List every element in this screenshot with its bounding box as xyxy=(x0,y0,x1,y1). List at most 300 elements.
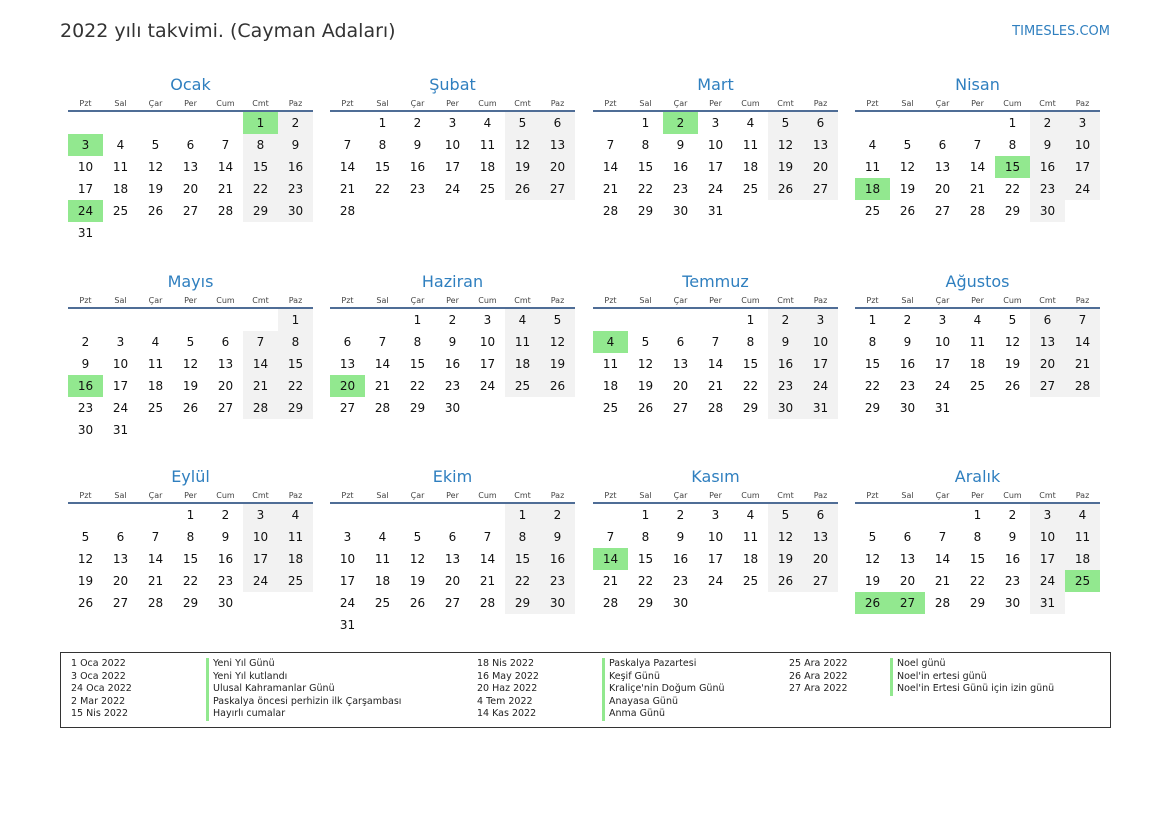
day-cell: 9 xyxy=(413,138,422,152)
day-cell: 25 xyxy=(742,182,759,196)
blank-cell xyxy=(855,504,890,526)
day-cell: 3 xyxy=(711,508,720,522)
day-cell: 19 xyxy=(182,379,199,393)
day-cell: 30 xyxy=(899,401,916,415)
day-cell: 16 xyxy=(444,357,461,371)
day-cell: 1 xyxy=(1008,116,1017,130)
weekday-label: Sal xyxy=(376,296,389,305)
legend-names xyxy=(602,658,725,721)
day-cell: 16 xyxy=(278,156,313,178)
weekday-label: Pzt xyxy=(79,296,92,305)
blank-cell xyxy=(855,112,890,134)
day-cell: 15 xyxy=(637,552,654,566)
page-title: 2022 yılı takvimi. (Cayman Adaları) xyxy=(60,20,396,42)
holiday-date: 18 Nis 2022 xyxy=(477,658,534,669)
day-cell: 23 xyxy=(1004,574,1021,588)
blank-cell xyxy=(698,309,733,331)
holiday-date: 15 Nis 2022 xyxy=(71,708,128,720)
day-cell: 29 xyxy=(742,401,759,415)
day-cell: 21 xyxy=(339,182,356,196)
day-cell: 28 xyxy=(217,204,234,218)
day-grid xyxy=(330,504,575,636)
day-cell: 11 xyxy=(969,335,986,349)
day-cell: 9 xyxy=(1008,530,1017,544)
weekday-label: Cmt xyxy=(252,296,269,305)
legend-dates xyxy=(71,658,132,721)
day-cell: 30 xyxy=(77,423,94,437)
day-cell: 13 xyxy=(112,552,129,566)
month-name: Kasım xyxy=(691,467,740,486)
day-cell: 5 xyxy=(768,112,803,134)
day-cell: 10 xyxy=(112,357,129,371)
day-cell: 5 xyxy=(505,112,540,134)
weekday-label: Paz xyxy=(1075,99,1090,108)
day-cell: 20 xyxy=(803,156,838,178)
day-grid xyxy=(68,309,313,441)
day-cell: 20 xyxy=(672,379,689,393)
blank-cell xyxy=(663,309,698,331)
day-cell: 13 xyxy=(803,134,838,156)
day-cell: 8 xyxy=(868,335,877,349)
day-cell: 15 xyxy=(409,357,426,371)
day-cell: 6 xyxy=(938,138,947,152)
day-cell: 25 xyxy=(112,204,129,218)
day-grid xyxy=(855,504,1100,614)
day-cell: 21 xyxy=(707,379,724,393)
day-cell: 21 xyxy=(374,379,391,393)
day-grid xyxy=(593,504,838,614)
day-cell: 2 xyxy=(278,112,313,134)
day-cell: 13 xyxy=(899,552,916,566)
weekday-label: Cum xyxy=(1003,99,1022,108)
day-cell: 28 xyxy=(479,596,496,610)
blank-cell xyxy=(593,309,628,331)
day-cell: 26 xyxy=(77,596,94,610)
day-cell: 27 xyxy=(444,596,461,610)
day-cell: 5 xyxy=(768,504,803,526)
day-cell: 11 xyxy=(742,138,759,152)
weekday-label: Çar xyxy=(148,296,163,305)
holiday-date: 2 Mar 2022 xyxy=(71,695,126,707)
day-cell: 26 xyxy=(637,401,654,415)
day-cell: 22 xyxy=(374,182,391,196)
month-name: Ocak xyxy=(170,75,211,94)
day-cell: 22 xyxy=(182,574,199,588)
day-cell: 14 xyxy=(339,160,356,174)
day-cell: 1 xyxy=(186,508,195,522)
day-cell: 10 xyxy=(243,526,278,548)
day-cell: 15 xyxy=(637,160,654,174)
day-cell: 3 xyxy=(448,116,457,130)
holiday-name: Paskalya öncesi perhizin ilk Çarşambası xyxy=(206,696,401,709)
blank-cell xyxy=(103,504,138,526)
day-cell: 7 xyxy=(606,138,615,152)
day-cell: 6 xyxy=(1030,309,1065,331)
day-cell: 22 xyxy=(864,379,881,393)
weekday-label: Per xyxy=(971,99,984,108)
day-cell: 25 xyxy=(374,596,391,610)
day-cell: 17 xyxy=(112,379,129,393)
day-cell: 15 xyxy=(182,552,199,566)
weekday-label: Paz xyxy=(288,491,303,500)
day-cell: 31 xyxy=(1030,592,1065,614)
weekday-label: Per xyxy=(971,491,984,500)
day-cell: 14 xyxy=(934,552,951,566)
month-calendar xyxy=(330,466,575,636)
day-cell: 26 xyxy=(182,401,199,415)
day-cell: 24 xyxy=(444,182,461,196)
day-cell: 17 xyxy=(1030,548,1065,570)
day-cell: 18 xyxy=(479,160,496,174)
weekday-label: Sal xyxy=(639,296,652,305)
month-calendar xyxy=(855,466,1100,614)
day-grid xyxy=(855,309,1100,419)
day-cell: 28 xyxy=(602,204,619,218)
weekday-label: Cum xyxy=(1003,296,1022,305)
holiday-day-cell: 24 xyxy=(68,200,103,222)
day-cell: 6 xyxy=(676,335,685,349)
calendar-grid xyxy=(68,74,1103,644)
weekday-header xyxy=(593,295,838,309)
day-cell: 2 xyxy=(540,504,575,526)
holiday-date: 24 Oca 2022 xyxy=(71,683,132,695)
day-cell: 24 xyxy=(803,375,838,397)
day-cell: 27 xyxy=(112,596,129,610)
day-cell: 26 xyxy=(540,375,575,397)
day-cell: 16 xyxy=(217,552,234,566)
day-cell: 3 xyxy=(938,313,947,327)
blank-cell xyxy=(330,309,365,331)
day-cell: 12 xyxy=(505,134,540,156)
day-cell: 7 xyxy=(378,335,387,349)
day-cell: 3 xyxy=(343,530,352,544)
weekday-label: Paz xyxy=(1075,296,1090,305)
day-cell: 31 xyxy=(112,423,129,437)
day-cell: 11 xyxy=(479,138,496,152)
holiday-name: Noel'in ertesi günü xyxy=(890,671,1054,684)
weekday-label: Çar xyxy=(410,99,425,108)
month-name: Haziran xyxy=(421,272,484,291)
day-cell: 28 xyxy=(1065,375,1100,397)
day-cell: 2 xyxy=(1030,112,1065,134)
month-name: Aralık xyxy=(954,467,1001,486)
day-cell: 16 xyxy=(672,160,689,174)
day-cell: 5 xyxy=(186,335,195,349)
day-cell: 19 xyxy=(1004,357,1021,371)
blank-cell xyxy=(960,112,995,134)
day-cell: 25 xyxy=(505,375,540,397)
day-cell: 10 xyxy=(77,160,94,174)
weekday-label: Çar xyxy=(935,296,950,305)
day-cell: 12 xyxy=(540,331,575,353)
weekday-label: Çar xyxy=(410,491,425,500)
day-cell: 14 xyxy=(479,552,496,566)
day-cell: 7 xyxy=(711,335,720,349)
day-cell: 12 xyxy=(899,160,916,174)
weekday-label: Cum xyxy=(478,99,497,108)
day-cell: 3 xyxy=(1030,504,1065,526)
day-cell: 9 xyxy=(676,530,685,544)
day-cell: 24 xyxy=(707,574,724,588)
weekday-label: Pzt xyxy=(604,99,617,108)
day-cell: 29 xyxy=(182,596,199,610)
weekday-label: Çar xyxy=(935,99,950,108)
day-cell: 28 xyxy=(147,596,164,610)
weekday-label: Per xyxy=(184,99,197,108)
blank-cell xyxy=(138,504,173,526)
day-cell: 14 xyxy=(217,160,234,174)
day-cell: 9 xyxy=(81,357,90,371)
day-cell: 12 xyxy=(768,526,803,548)
day-grid xyxy=(330,112,575,222)
day-cell: 30 xyxy=(540,592,575,614)
day-cell: 11 xyxy=(147,357,164,371)
day-cell: 7 xyxy=(973,138,982,152)
blank-cell xyxy=(925,504,960,526)
day-cell: 19 xyxy=(768,156,803,178)
day-cell: 14 xyxy=(243,353,278,375)
day-cell: 2 xyxy=(903,313,912,327)
day-grid xyxy=(330,309,575,419)
day-cell: 19 xyxy=(409,574,426,588)
day-cell: 18 xyxy=(112,182,129,196)
day-cell: 13 xyxy=(672,357,689,371)
blank-cell xyxy=(628,309,663,331)
day-cell: 10 xyxy=(479,335,496,349)
weekday-header xyxy=(68,98,313,112)
day-cell: 12 xyxy=(637,357,654,371)
weekday-label: Paz xyxy=(550,491,565,500)
month-calendar xyxy=(68,466,313,614)
day-cell: 2 xyxy=(676,508,685,522)
weekday-label: Per xyxy=(446,296,459,305)
day-cell: 3 xyxy=(116,335,125,349)
blank-cell xyxy=(68,309,103,331)
day-cell: 13 xyxy=(1030,331,1065,353)
day-cell: 26 xyxy=(147,204,164,218)
blank-cell xyxy=(890,504,925,526)
day-cell: 21 xyxy=(602,182,619,196)
day-cell: 29 xyxy=(278,397,313,419)
day-cell: 17 xyxy=(934,357,951,371)
day-cell: 31 xyxy=(339,618,356,632)
blank-cell xyxy=(593,112,628,134)
day-cell: 6 xyxy=(803,504,838,526)
weekday-label: Çar xyxy=(410,296,425,305)
day-cell: 10 xyxy=(444,138,461,152)
day-cell: 22 xyxy=(505,570,540,592)
site-link[interactable]: TIMESLES.COM xyxy=(1012,24,1110,39)
day-cell: 12 xyxy=(147,160,164,174)
day-cell: 31 xyxy=(934,401,951,415)
day-cell: 13 xyxy=(934,160,951,174)
month-calendar xyxy=(593,74,838,222)
day-cell: 20 xyxy=(444,574,461,588)
day-cell: 19 xyxy=(637,379,654,393)
weekday-label: Per xyxy=(184,491,197,500)
holiday-day-cell: 3 xyxy=(68,134,103,156)
day-cell: 29 xyxy=(243,200,278,222)
month-name: Temmuz xyxy=(682,272,749,291)
day-cell: 6 xyxy=(803,112,838,134)
blank-cell xyxy=(138,309,173,331)
day-cell: 14 xyxy=(602,160,619,174)
day-cell: 3 xyxy=(1065,112,1100,134)
day-grid xyxy=(593,112,838,222)
weekday-label: Sal xyxy=(639,491,652,500)
weekday-label: Cmt xyxy=(777,99,794,108)
day-cell: 23 xyxy=(540,570,575,592)
blank-cell xyxy=(138,112,173,134)
day-cell: 27 xyxy=(803,178,838,200)
day-cell: 14 xyxy=(147,552,164,566)
weekday-label: Cum xyxy=(741,491,760,500)
day-cell: 19 xyxy=(147,182,164,196)
day-cell: 4 xyxy=(868,138,877,152)
day-cell: 10 xyxy=(1065,134,1100,156)
holiday-day-cell: 18 xyxy=(855,178,890,200)
day-cell: 30 xyxy=(1030,200,1065,222)
day-cell: 22 xyxy=(969,574,986,588)
weekday-label: Paz xyxy=(288,99,303,108)
day-cell: 5 xyxy=(868,530,877,544)
day-cell: 28 xyxy=(969,204,986,218)
weekday-label: Cum xyxy=(478,296,497,305)
day-cell: 9 xyxy=(676,138,685,152)
day-cell: 27 xyxy=(934,204,951,218)
day-cell: 24 xyxy=(243,570,278,592)
blank-cell xyxy=(365,309,400,331)
holiday-date: 14 Kas 2022 xyxy=(477,708,537,720)
day-grid xyxy=(593,309,838,419)
day-cell: 22 xyxy=(243,178,278,200)
day-cell: 8 xyxy=(413,335,422,349)
day-cell: 20 xyxy=(803,548,838,570)
day-grid xyxy=(68,112,313,244)
day-cell: 8 xyxy=(505,526,540,548)
day-cell: 9 xyxy=(903,335,912,349)
holiday-day-cell: 25 xyxy=(1065,570,1100,592)
day-cell: 31 xyxy=(77,226,94,240)
weekday-header xyxy=(855,295,1100,309)
day-cell: 21 xyxy=(243,375,278,397)
blank-cell xyxy=(208,309,243,331)
weekday-label: Cmt xyxy=(1039,99,1056,108)
weekday-label: Cmt xyxy=(252,99,269,108)
day-cell: 11 xyxy=(602,357,619,371)
day-cell: 19 xyxy=(768,548,803,570)
day-cell: 30 xyxy=(768,397,803,419)
day-cell: 5 xyxy=(151,138,160,152)
holiday-date: 4 Tem 2022 xyxy=(477,695,533,707)
holiday-day-cell: 1 xyxy=(243,112,278,134)
day-cell: 17 xyxy=(243,548,278,570)
day-cell: 1 xyxy=(973,508,982,522)
day-cell: 22 xyxy=(1004,182,1021,196)
day-cell: 17 xyxy=(707,160,724,174)
blank-cell xyxy=(103,112,138,134)
day-cell: 19 xyxy=(540,353,575,375)
weekday-label: Sal xyxy=(114,491,127,500)
weekday-label: Çar xyxy=(673,296,688,305)
day-cell: 4 xyxy=(505,309,540,331)
month-calendar xyxy=(68,74,313,244)
legend-dates xyxy=(789,658,848,696)
day-cell: 22 xyxy=(637,182,654,196)
weekday-label: Cmt xyxy=(1039,491,1056,500)
day-cell: 15 xyxy=(969,552,986,566)
weekday-label: Pzt xyxy=(866,491,879,500)
day-cell: 21 xyxy=(602,574,619,588)
day-cell: 29 xyxy=(409,401,426,415)
weekday-label: Çar xyxy=(673,491,688,500)
day-cell: 23 xyxy=(672,574,689,588)
day-cell: 24 xyxy=(479,379,496,393)
weekday-label: Per xyxy=(446,491,459,500)
weekday-header xyxy=(855,490,1100,504)
weekday-label: Sal xyxy=(114,99,127,108)
weekday-header xyxy=(68,295,313,309)
day-cell: 6 xyxy=(540,112,575,134)
day-cell: 2 xyxy=(221,508,230,522)
weekday-label: Cmt xyxy=(777,296,794,305)
day-cell: 18 xyxy=(742,160,759,174)
weekday-label: Pzt xyxy=(341,99,354,108)
day-cell: 21 xyxy=(934,574,951,588)
weekday-label: Çar xyxy=(148,99,163,108)
holiday-day-cell: 2 xyxy=(663,112,698,134)
day-cell: 22 xyxy=(637,574,654,588)
weekday-label: Paz xyxy=(813,99,828,108)
day-cell: 2 xyxy=(81,335,90,349)
day-cell: 7 xyxy=(483,530,492,544)
day-cell: 16 xyxy=(768,353,803,375)
day-cell: 14 xyxy=(707,357,724,371)
day-cell: 5 xyxy=(81,530,90,544)
weekday-label: Cmt xyxy=(514,99,531,108)
day-cell: 21 xyxy=(147,574,164,588)
day-cell: 20 xyxy=(182,182,199,196)
day-cell: 1 xyxy=(641,116,650,130)
day-cell: 28 xyxy=(339,204,356,218)
day-cell: 24 xyxy=(934,379,951,393)
day-cell: 14 xyxy=(969,160,986,174)
day-cell: 11 xyxy=(112,160,129,174)
weekday-label: Pzt xyxy=(866,296,879,305)
weekday-label: Sal xyxy=(901,99,914,108)
month-name: Şubat xyxy=(429,75,476,94)
day-cell: 25 xyxy=(602,401,619,415)
day-cell: 4 xyxy=(278,504,313,526)
day-cell: 28 xyxy=(374,401,391,415)
holiday-day-cell: 20 xyxy=(330,375,365,397)
blank-cell xyxy=(593,504,628,526)
holiday-name: Noel'in Ertesi Günü için izin günü xyxy=(890,683,1054,696)
holiday-day-cell: 14 xyxy=(593,548,628,570)
month-calendar xyxy=(330,271,575,419)
holiday-name: Yeni Yıl kutlandı xyxy=(206,671,401,684)
day-cell: 13 xyxy=(803,526,838,548)
weekday-label: Paz xyxy=(813,296,828,305)
day-cell: 24 xyxy=(112,401,129,415)
blank-cell xyxy=(470,504,505,526)
day-cell: 10 xyxy=(707,138,724,152)
day-cell: 10 xyxy=(934,335,951,349)
day-cell: 5 xyxy=(903,138,912,152)
weekday-label: Pzt xyxy=(79,99,92,108)
day-cell: 7 xyxy=(243,331,278,353)
day-cell: 17 xyxy=(339,574,356,588)
